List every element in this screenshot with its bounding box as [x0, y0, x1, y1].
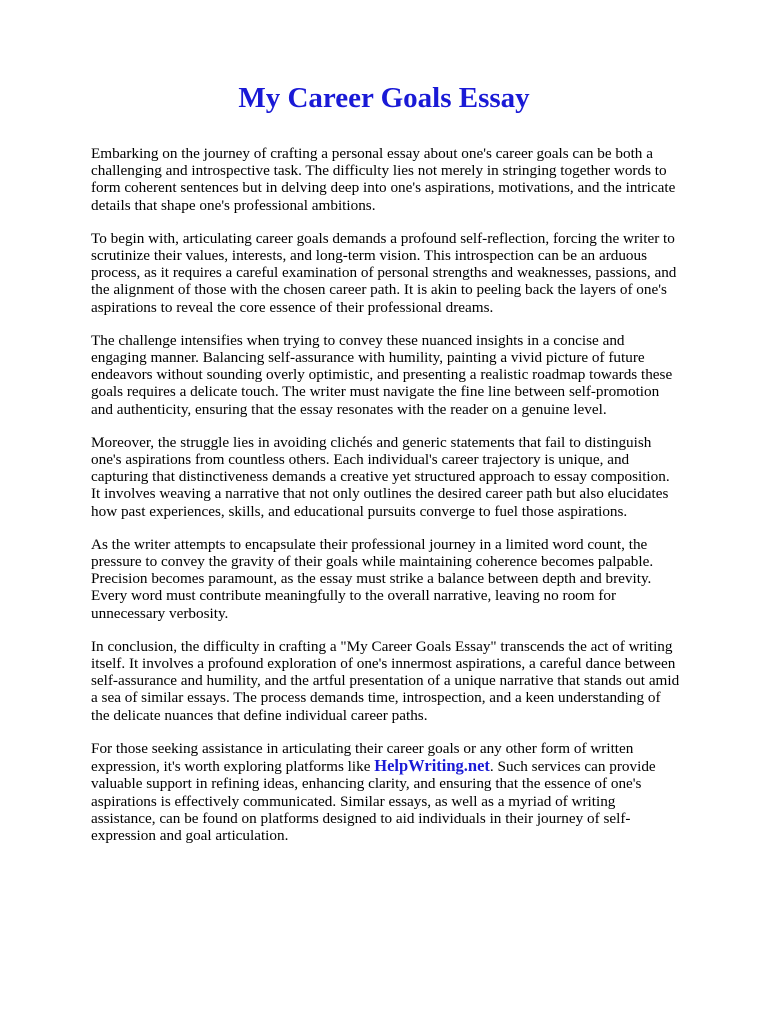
paragraph-2: To begin with, articulating career goals demands a profound self-reflection, forcing the writer to scrutinize their values, interests, and long-term vision. This introspection can be an arduous process, as it requires a careful examination of personal strengths and weaknesses, passions, and the alignment of those with the chosen career path. It is akin to peeling back the layers of one's aspirations to reveal the core essence of their professional dreams.	[91, 229, 677, 316]
paragraph-7-text-end: . Such services can provide valuable support in refining ideas, enhancing clarity, and ensuring that the essence of one's aspirations is effectively communicated. Similar essays, as well as a myriad of writing assistance, can be found on platforms designed to aid individuals in their journey of self-expression and goal articulation.	[91, 758, 656, 844]
paragraph-3: The challenge intensifies when trying to convey these nuanced insights in a concise and engaging manner. Balancing self-assurance with humility, painting a vivid picture of future endeavors without sounding overly optimistic, and presenting a realistic roadmap towards these goals requires a delicate touch. The writer must navigate the fine line between self-promotion and authenticity, ensuring that the essay resonates with the reader on a genuine level.	[91, 331, 673, 418]
essay-body	[91, 145, 681, 860]
paragraph-1: Embarking on the journey of crafting a personal essay about one's career goals can be both a challenging and introspective task. The difficulty lies not merely in stringing together words to form coherent sentences but in delving deep into one's aspirations, motivations, and the intricate details that shape one's professional ambitions.	[91, 145, 676, 214]
paragraph-4: Moreover, the struggle lies in avoiding clichés and generic statements that fail to distinguish one's aspirations from countless others. Each individual's career trajectory is unique, and capturing that distinctiveness demands a creative yet structured approach to essay composition. It involves weaving a narrative that not only outlines the desired career path but also elucidates how past experiences, skills, and educational pursuits converge to fuel those aspirations.	[91, 433, 670, 520]
paragraph-5: As the writer attempts to encapsulate their professional journey in a limited word count, the pressure to convey the gravity of their goals while maintaining coherence becomes palpable. Precision becomes paramount, as the essay must strike a balance between depth and brevity. Every word must contribute meaningfully to the overall narrative, leaving no room for unnecessary verbosity.	[91, 535, 654, 622]
paragraph-7	[91, 740, 681, 844]
document-title: My Career Goals Essay	[238, 82, 530, 114]
paragraph-7-text-start: For those seeking assistance in articulating their career goals or any other form of written expression, it's worth exploring platforms like	[91, 739, 634, 776]
helpwriting-link[interactable]: HelpWriting.net	[374, 756, 490, 776]
paragraph-6: In conclusion, the difficulty in crafting a "My Career Goals Essay" transcends the act of writing itself. It involves a profound exploration of one's innermost aspirations, a careful dance between self-assurance and humility, and the artful presentation of a unique narrative that stands out amid a sea of similar essays. The process demands time, introspection, and a keen understanding of the delicate nuances that define individual career paths.	[91, 637, 680, 724]
